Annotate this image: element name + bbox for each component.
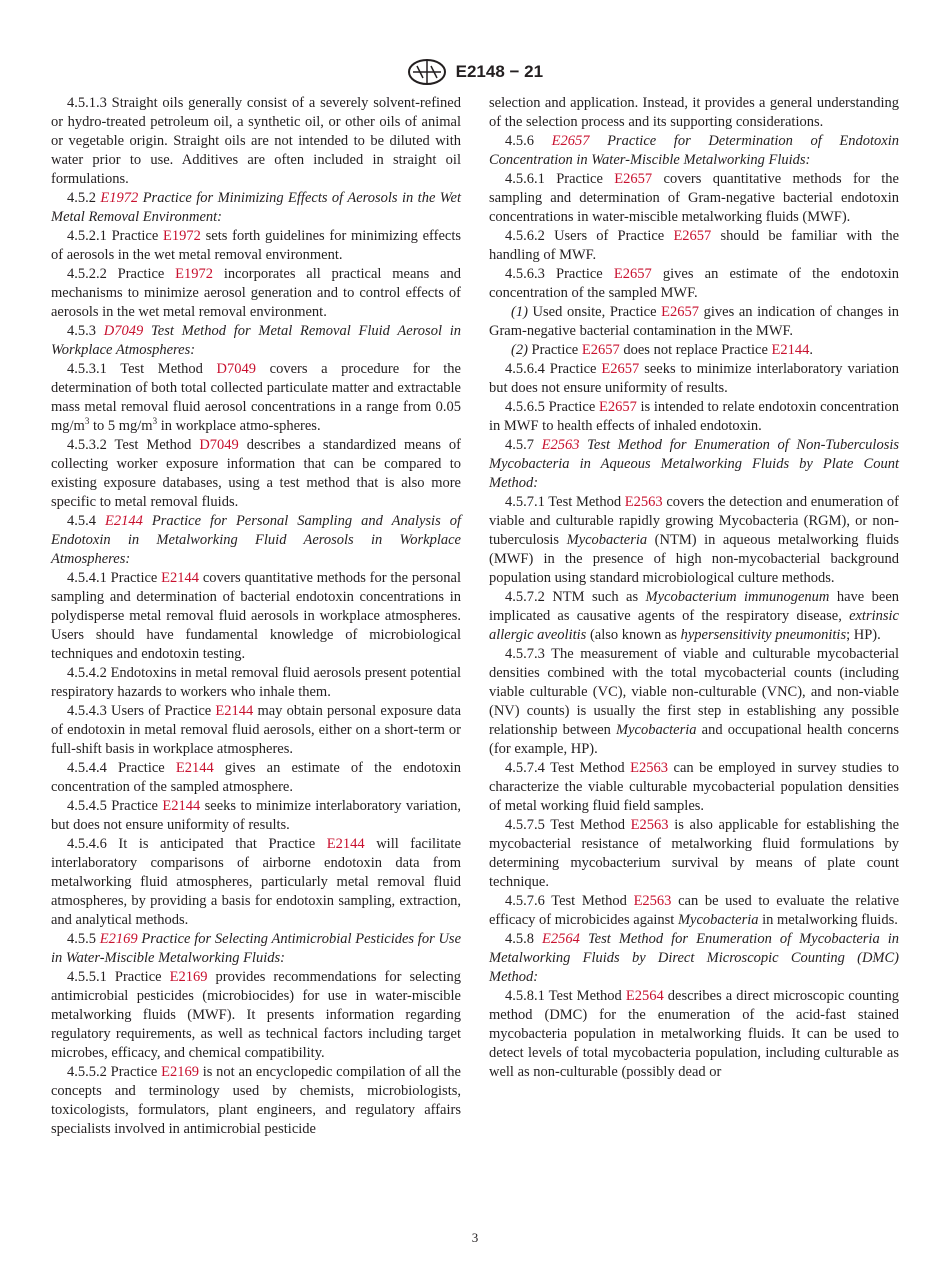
page-number: 3 [471,1230,479,1245]
paragraph: 4.5.6.4 Practice E2657 seeks to minimize interlaboratory variation but does not ensure uniformity of results. [489,361,899,396]
paragraph: 4.5.8.1 Test Method E2564 describes a direct microscopic counting method (DMC) for the enumeration of the acid-fast stained mycobacteria population in metalworking fluids. It can be used to detect levels of total mycobacteria population, including culturable as well as non-culturable (possibly dead or [489,988,900,1080]
reference-link[interactable]: E2144 [175,760,214,776]
page-header [0,58,950,86]
reference-link[interactable]: E2563 [541,437,580,453]
reference-link[interactable]: E2144 [105,513,143,529]
paragraph: 4.5.5.2 Practice E2169 is not an encyclopedic compilation of all the concepts and terminology used by chemists, microbiologists, toxicologists, formulators, plant engineers, and regulatory affairs specialists involved in antimicrobial pesticide [51,1064,461,1137]
reference-link[interactable]: E2657 [581,342,620,358]
reference-link[interactable]: E2144 [161,570,200,586]
paragraph: 4.5.2.1 Practice E1972 sets forth guidelines for minimizing effects of aerosols in the wet metal removal environment. [51,228,461,263]
reference-link[interactable]: E2169 [161,1064,199,1080]
paragraph: 4.5.4.1 Practice E2144 covers quantitative methods for the personal sampling and determination of bacterial endotoxin concentrations in polydisperse metal removal fluid aerosols in workplace atmospheres. Users should have fundamental knowledge of microbiological techniques and endotoxin testing. [51,570,461,662]
paragraph: 4.5.3.1 Test Method D7049 covers a procedure for the determination of both total collected particulate matter and extractable mass metal removal fluid aerosol concentrations in a range from 0.05 $mg/m^3$ to 5 $mg/m^3$ in workplace atmo-spheres. [51,361,461,434]
reference-link[interactable]: E2564 [542,931,580,947]
paragraph: 4.5.7.2 NTM such as Mycobacterium immunogenum have been implicated as causative agents of the respiratory disease, extrinsic allergic aveolitis (also known as hypersensitivity pneumonitis; HP). [489,589,900,643]
reference-link[interactable]: E2169 [169,969,208,985]
paragraph: 4.5.7.5 Test Method E2563 is also applicable for establishing the mycobacterial resistance of metalworking fluid formulations by determining mycobacterium survival by means of plate count technique. [489,817,900,890]
reference-link[interactable]: E2144 [326,836,365,852]
list-item: (2) Practice E2657 does not replace Practice E2144. [511,342,813,358]
reference-link[interactable]: E2144 [215,703,254,719]
paragraph: 4.5.4.2 Endotoxins in metal removal fluid aerosols present potential respiratory hazards to workers who inhale them. [51,665,461,700]
paragraph: 4.5.4.3 Users of Practice E2144 may obtain personal exposure data of endotoxin in metal removal fluid aerosols, either on a short-term or full-shift basis in workplace atmospheres. [51,703,462,757]
reference-link[interactable]: E2563 [624,494,663,510]
reference-link[interactable]: E1972 [163,228,201,244]
paragraph: 4.5.7.4 Test Method E2563 can be employed in survey studies to characterize the viable culturable mycobacterial population densities of metal working fluid field samples. [489,760,899,814]
list-item: (1) Used onsite, Practice E2657 gives an indication of changes in Gram-negative bacterial contamination in the MWF. [489,304,900,339]
paragraph: 4.5.5.1 Practice E2169 provides recommendations for selecting antimicrobial pesticides (microbiocides) for use in water-miscible metalworking fluids (MWF). It presents information regarding regulatory requirements, as well as technical factors including target microbes, efficacy, and chemical compatibility. [51,969,461,1061]
reference-link[interactable]: E2563 [633,893,672,909]
paragraph: selection and application. Instead, it provides a general understanding of the selection process and its supporting considerations. [489,95,899,130]
paragraph: 4.5.4.5 Practice E2144 seeks to minimize interlaboratory variation, but does not ensure uniformity of results. [51,798,461,833]
reference-link[interactable]: E2657 [551,133,590,149]
standard-code: E2148 − 21 [455,62,544,81]
paragraph: 4.5.6.3 Practice E2657 gives an estimate of the endotoxin concentration of the sampled MWF. [489,266,900,301]
paragraph: 4.5.7.1 Test Method E2563 covers the detection and enumeration of viable and culturable rapidly growing Mycobacteria (RGM), or non-tuberculosis Mycobacteria (NTM) in aqueous metalworking fluids (MWF) in the presence of high non-mycobacterial background population using standard microbiological culture methods. [489,494,900,586]
left-column [51,94,461,1139]
reference-link[interactable]: E2657 [613,266,652,282]
reference-link[interactable]: E1972 [175,266,214,282]
paragraph: 4.5.4.6 It is anticipated that Practice E2144 will facilitate interlaboratory comparisons of airborne endotoxin data from metalworking fluid atmospheres, particularly metal removal fluid atmospheres, by providing a basis for endotoxin sampling, extraction, and analytical methods. [51,836,462,928]
reference-link[interactable]: E2563 [630,760,669,776]
reference-link[interactable]: E2564 [625,988,664,1004]
paragraph: 4.5.3.2 Test Method D7049 describes a standardized means of collecting worker exposure information that can be compared to existing exposure databases, using a test method that is also more specific to metal removal fluids. [51,437,462,510]
paragraph: 4.5.2.2 Practice E1972 incorporates all practical means and mechanisms to minimize aerosol generation and to control effects of aerosols in the wet metal removal environment. [51,266,462,320]
paragraph: 4.5.1.3 Straight oils generally consist of a severely solvent-refined or hydro-treated petroleum oil, a synthetic oil, or other oils of animal or vegetable origin. Straight oils are not intended to be diluted with water prior to use. Additives are often included in straight oil formulations. [51,95,461,187]
reference-link[interactable]: E2657 [598,399,637,415]
section-heading: 4.5.8 E2564 Test Method for Enumeration of Mycobacteria in Metalworking Fluids by Direct Microscopic Counting (DMC) Method: [489,931,900,985]
reference-link[interactable]: E2657 [614,171,653,187]
astm-logo-icon [407,58,447,86]
paragraph: 4.5.6.2 Users of Practice E2657 should be familiar with the handling of MWF. [489,228,900,263]
reference-link[interactable]: E2657 [661,304,700,320]
paragraph: 4.5.6.5 Practice E2657 is intended to relate endotoxin concentration in MWF to health effects of inhaled endotoxin. [489,399,899,434]
reference-link[interactable]: E1972 [100,190,139,206]
paragraph: 4.5.7.3 The measurement of viable and culturable mycobacterial densities combined with the total mycobacterial counts (including viable culturable (VC), viable non-culturable (VNC), and non-viable (NV) counts) is usually the first step in establishing any possible relationship between Mycobacteria and occupational health concerns (for example, HP). [489,646,900,757]
paragraph: 4.5.4.4 Practice E2144 gives an estimate of the endotoxin concentration of the sampled atmosphere. [51,760,462,795]
reference-link[interactable]: E2144 [771,342,810,358]
paragraph: 4.5.7.6 Test Method E2563 can be used to evaluate the relative efficacy of microbicides against Mycobacteria in metalworking fluids. [489,893,900,928]
section-heading: 4.5.4 E2144 Practice for Personal Sampling and Analysis of Endotoxin in Metalworking Fluid Aerosols in Workplace Atmospheres: [51,513,462,567]
reference-link[interactable]: E2169 [99,931,138,947]
right-column [489,94,899,1082]
reference-link[interactable]: E2657 [673,228,712,244]
section-heading: 4.5.7 E2563 Test Method for Enumeration of Non-Tuberculosis Mycobacteria in Aqueous Metalworking Fluids by Plate Count Method: [489,437,900,491]
reference-link[interactable]: D7049 [199,437,239,453]
reference-link[interactable]: E2563 [630,817,669,833]
reference-link[interactable]: D7049 [216,361,257,377]
reference-link[interactable]: E2144 [162,798,201,814]
paragraph: 4.5.6.1 Practice E2657 covers quantitative methods for the sampling and determination of Gram-negative bacterial endotoxin concentrations in water-miscible metalworking fluids (MWF). [489,171,899,225]
reference-link[interactable]: E2657 [601,361,640,377]
section-heading: 4.5.3 D7049 Test Method for Metal Removal Fluid Aerosol in Workplace Atmospheres: [51,323,462,358]
reference-link[interactable]: D7049 [103,323,144,339]
section-heading: 4.5.5 E2169 Practice for Selecting Antimicrobial Pesticides for Use in Water-Miscible Metalworking Fluids: [51,931,462,966]
section-heading: 4.5.2 E1972 Practice for Minimizing Effects of Aerosols in the Wet Metal Removal Environment: [51,190,462,225]
section-heading: 4.5.6 E2657 Practice for Determination of Endotoxin Concentration in Water-Miscible Metalworking Fluids: [489,133,899,168]
